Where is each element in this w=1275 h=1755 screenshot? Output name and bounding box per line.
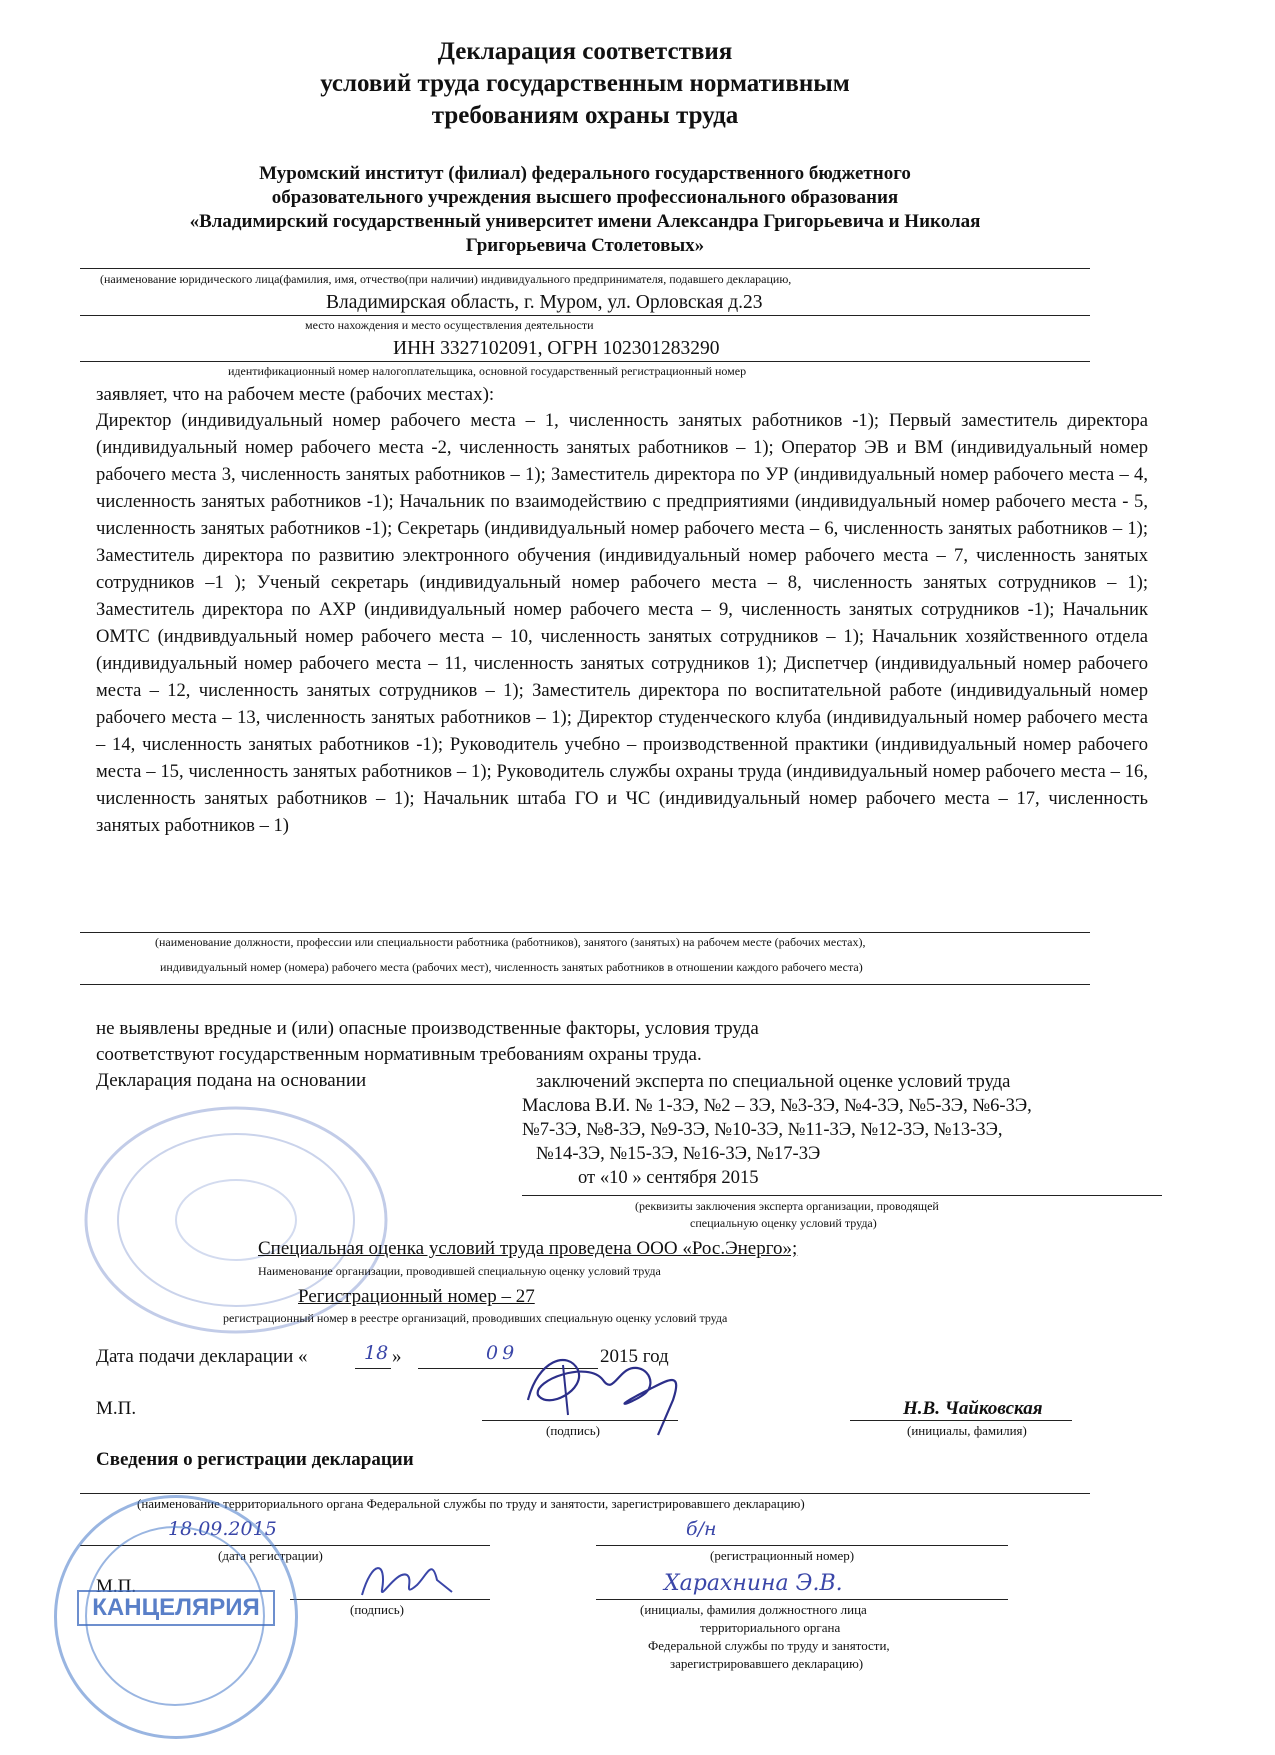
registration-heading: Сведения о регистрации декларации [96,1449,414,1470]
expert-caption-1: (реквизиты заключения эксперта организации, проводящей [635,1199,939,1213]
title-line-1: Декларация соответствия [437,38,733,65]
conclusion-line-1: не выявлены вредные и (или) опасные производственные факторы, условия труда [96,1018,759,1039]
registration-date-value: 18.09.2015 [168,1518,277,1540]
workplaces-list: Директор (индивидуальный номер рабочего места – 1, численность занятых работников -1); Первый заместитель директора (индивидуальный номер рабочего места -2, численность занятых работников – 1); Оператор ЭВ и ВМ (индивидуальный номер рабочего места 3, численность занятых работников – 1); Заместитель директора по УР (индивидуальный номер рабочего места – 4, численность занятых работников -1); Начальник по взаимодействию с предприятиями (индивидуальный номер рабочего места - 5, численность занятых работников -1); Секретарь (индивидуальный номер рабочего места – 6, численность занятых работников – 1); Заместитель директора по развитию электронного обучения (индивидуальный номер рабочего места – 7, численность занятых сотрудников –1 ); Ученый секретарь (индивидуальный номер рабочего места – 8, численность занятых сотрудников – 1); Заместитель директора по АХР (индивидуальный номер рабочего места – 9, численность занятых сотрудников -1); Начальник ОМТС (индвивдуальный номер рабочего места – 10, численность занятых сотрудников – 1); Начальник хозяйственного отдела (индивидуальный номер рабочего места – 11, численность занятых сотрудников 1); Диспетчер (индивидуальный номер рабочего места – 12, численность занятых сотрудников – 1); Заместитель директора по воспитательной работе (индивидуальный номер рабочего места – 13, численность занятых работников – 1); Директор студенческого клуба (индивидуальный номер рабочего места – 14, численность занятых работников -1); Руководитель учебно – производственной практики (индивидуальный номер рабочего места – 15, численность занятых работников – 1); Руководитель службы охраны труда (индивидуальный номер рабочего места – 16, численность занятых работников – 1); Начальник штаба ГО и ЧС (индивидуальный номер рабочего места – 17, численность занятых работников – 1) [96,410,1148,836]
organization-name [80,162,1090,258]
expert-line-2: Маслова В.И. № 1-3Э, №2 – 3Э, №3-3Э, №4-3Э, №5-3Э, №6-3Э, [522,1095,1032,1116]
workplaces-underline [80,932,1090,933]
official-caption-3: Федеральной службы по труду и занятости, [648,1638,890,1653]
submission-date-label: Дата подачи декларации « [96,1346,308,1367]
registration-org-caption: (наименование территориального органа Федеральной службы по труду и занятости, зарегистрировавшего декларацию) [137,1496,805,1511]
official-caption-2: территориального органа [700,1620,841,1635]
submission-year: 2015 год [600,1346,669,1367]
org-line-3: «Владимирский государственный университет имени Александра Григорьевича и Николая [189,211,981,232]
org-line-2: образовательного учреждения высшего профессионального образования [271,187,899,208]
workplaces-intro: заявляет, что на рабочем месте (рабочих местах): [96,384,495,405]
official-caption-1: (инициалы, фамилия должностного лица [640,1602,867,1617]
office-stamp [54,1495,298,1739]
expert-line-3: №7-3Э, №8-3Э, №9-3Э, №10-3Э, №11-3Э, №12-3Э, №13-3Э, [522,1119,1003,1140]
expert-caption-2: специальную оценку условий труда) [690,1216,877,1230]
org-underline [80,268,1090,269]
registry-number-value: Регистрационный номер – 27 [298,1286,535,1307]
address-value: Владимирская область, г. Муром, ул. Орловская д.23 [326,292,763,313]
submitter-signature-line [482,1420,678,1421]
registrar-signature-line [290,1599,490,1600]
registry-number-caption: регистрационный номер в реестре организаций, проводивших специальную оценку условий труда [223,1311,728,1325]
org-line-1: Муромский институт (филиал) федерального государственного бюджетного [259,163,911,184]
title-line-3: требованиям охраны труда [431,102,739,129]
submitter-signature [508,1340,698,1440]
registrar-signature [352,1550,462,1610]
signer-caption: (инициалы, фамилия) [907,1423,1027,1438]
ids-caption: идентификационный номер налогоплательщика, основной государственный регистрационный номер [228,364,747,378]
day-underline [355,1368,391,1369]
declaration-title [0,36,1170,132]
official-caption-4: зарегистрировавшего декларацию) [670,1656,864,1671]
submitter-signature-caption: (подпись) [546,1423,600,1438]
registration-mp: М.П. [96,1576,137,1597]
expert-line-4: №14-3Э, №15-3Э, №16-3Э, №17-3Э [536,1143,821,1164]
expert-line-5: от «10 » сентября 2015 [578,1167,759,1188]
official-name: Харахнина Э.В. [664,1571,843,1596]
signer-name: Н.В. Чайковская [903,1398,1043,1419]
expert-underline [522,1195,1162,1196]
submission-month: 09 [486,1342,519,1364]
submission-day: 18 [364,1342,389,1364]
registrar-signature-caption: (подпись) [350,1602,404,1617]
registration-number-line [596,1545,1008,1546]
ids-underline [80,361,1090,362]
office-stamp-label: КАНЦЕЛЯРИЯ [77,1590,275,1626]
registration-number-value: б/н [686,1518,717,1540]
expert-line-1: заключений эксперта по специальной оценке условий труда [536,1071,1011,1092]
title-line-2: условий труда государственным нормативным [320,70,850,97]
workplaces-caption-1: (наименование должности, профессии или специальности работника (работников), занятого (занятых) на рабочем месте (рабочих местах), [155,935,866,949]
workplaces-underline-2 [80,984,1090,985]
registration-number-caption: (регистрационный номер) [710,1548,855,1563]
signer-name-line [850,1420,1072,1421]
registration-org-line [80,1493,1090,1494]
expert-conclusions [522,1070,1162,1190]
inn-ogrn-value: ИНН 3327102091, ОГРН 102301283290 [393,338,720,359]
basis-label: Декларация подана на основании [96,1070,367,1091]
registration-date-caption: (дата регистрации) [218,1548,323,1563]
assessment-caption: Наименование организации, проводившей специальную оценку условий труда [258,1264,661,1278]
submission-close-quote: » [392,1346,402,1367]
assessment-value: Специальная оценка условий труда проведена ООО «Рос.Энерго»; [258,1238,798,1259]
address-caption: место нахождения и место осуществления деятельности [305,318,594,332]
workplaces-caption-2: индивидуальный номер (номера) рабочего места (рабочих мест), численность занятых работников в отношении каждого рабочего места) [160,960,863,974]
conclusion-line-2: соответствуют государственным нормативным требованиям охраны труда. [96,1044,702,1065]
address-underline [80,315,1090,316]
org-caption: (наименование юридического лица(фамилия, имя, отчество(при наличии) индивидуального предпринимателя, подавшего декларацию, [100,272,792,286]
submission-mp: М.П. [96,1398,137,1419]
org-line-4: Григорьевича Столетовых» [465,235,705,256]
official-name-line [596,1599,1008,1600]
